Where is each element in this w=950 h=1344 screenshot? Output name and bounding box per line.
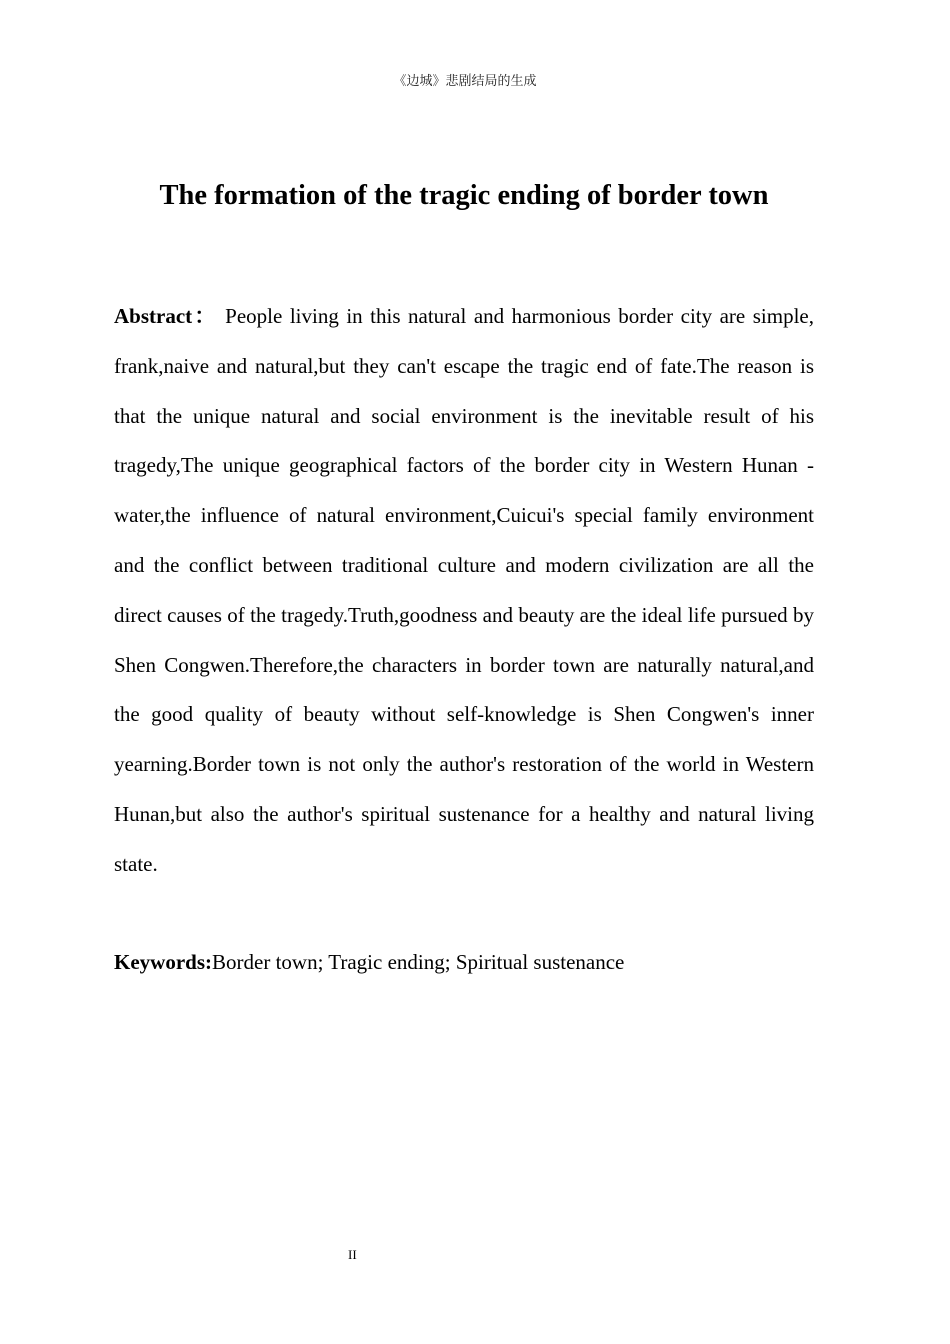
abstract-paragraph bbox=[114, 292, 814, 890]
running-header: 《边城》悲剧结局的生成 bbox=[393, 74, 537, 89]
keywords-paragraph bbox=[114, 938, 814, 988]
keywords-text: Border town; Tragic ending; Spiritual sustenance bbox=[212, 950, 625, 974]
keywords-label: Keywords: bbox=[114, 950, 212, 974]
abstract-text: People living in this natural and harmonious border city are simple, frank,naive and natural,but they can't escape the tragic end of fate.The reason is that the unique natural and social environment is the inevitable result of his tragedy,The unique geographical factors of the border city in Western Hunan - water,the influence of natural environment,Cuicui's special family environment and the conflict between traditional culture and modern civilization are all the direct causes of the tragedy.Truth,goodness and beauty are the ideal life pursued by Shen Congwen.Therefore,the characters in border town are naturally natural,and the good quality of beauty without self-knowledge is Shen Congwen's inner yearning.Border town is not only the author's restoration of the world in Western Hunan,but also the author's spiritual sustenance for a healthy and natural living state. bbox=[114, 304, 815, 876]
document-title: The formation of the tragic ending of border town bbox=[159, 180, 769, 211]
abstract-label: Abstract： bbox=[114, 304, 218, 328]
page-number: II bbox=[348, 1247, 357, 1262]
